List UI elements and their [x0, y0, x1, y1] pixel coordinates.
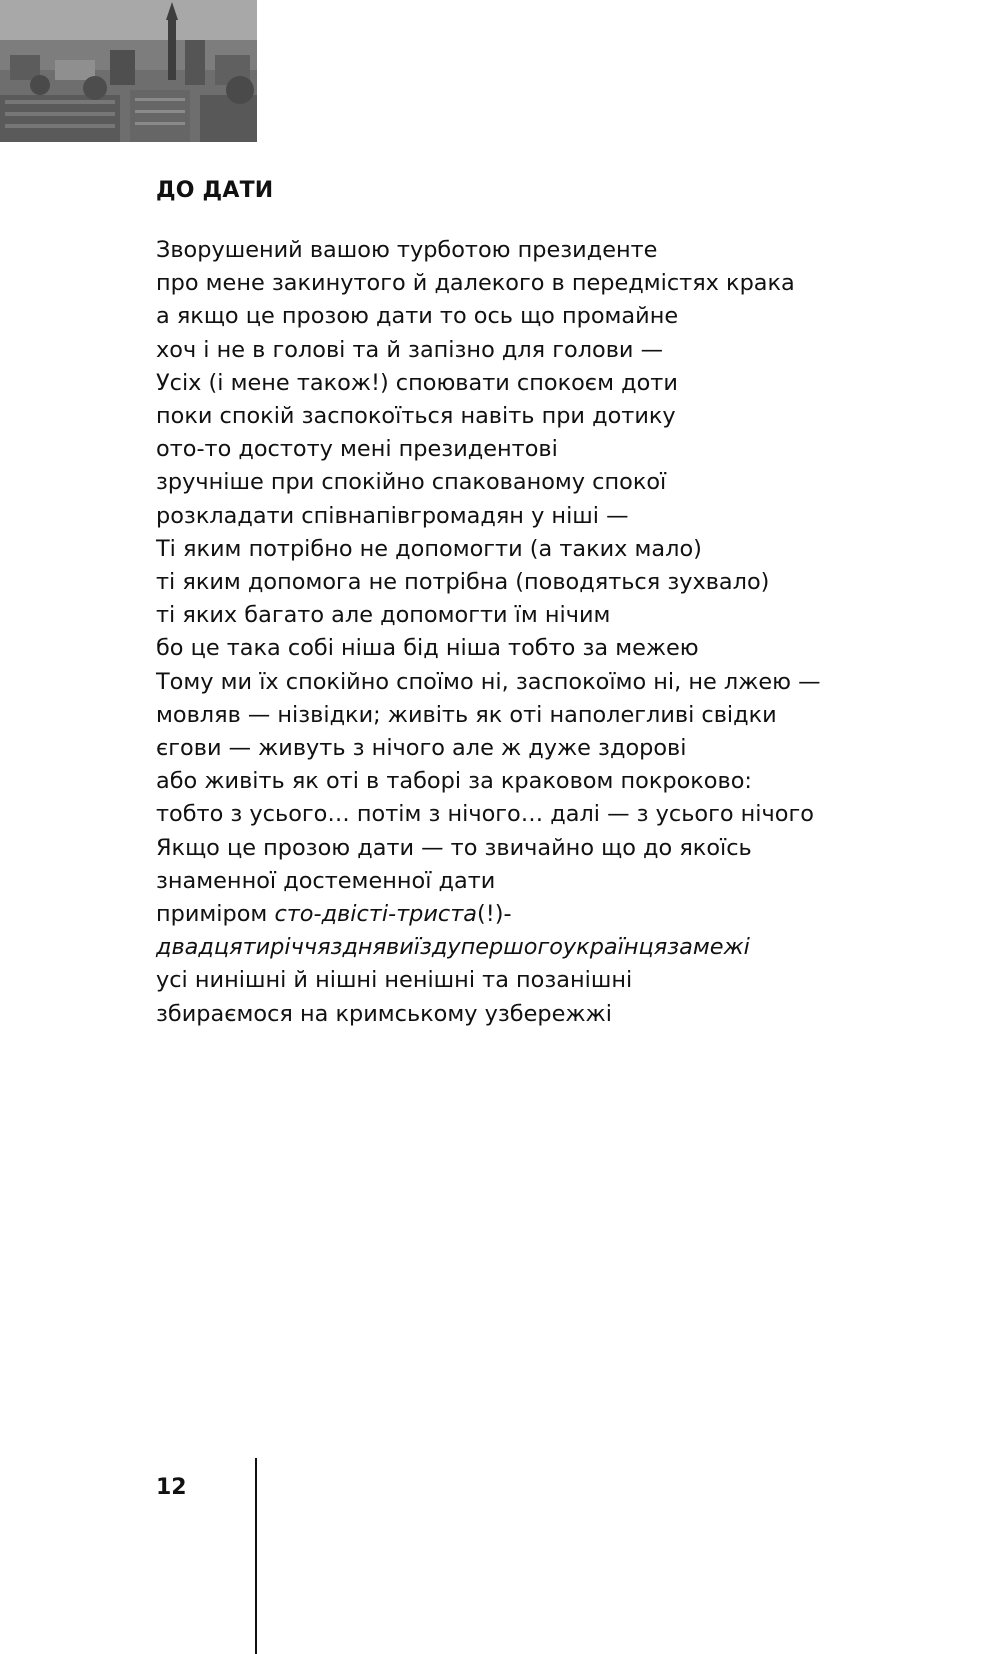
- poem-line: [156, 466, 856, 499]
- poem-line: [156, 998, 856, 1031]
- poem-body: [156, 234, 856, 1031]
- poem-line-text: збираємося на кримському узбережжі: [156, 1000, 612, 1027]
- poem-line-text: а якщо це прозою дати то ось що промайне: [156, 303, 679, 330]
- page-number: 12: [156, 1475, 187, 1500]
- poem-line: [156, 898, 856, 931]
- poem-line: [156, 234, 856, 267]
- poem-line: [156, 632, 856, 665]
- poem-line: [156, 367, 856, 400]
- poem-line: [156, 334, 856, 367]
- poem-line-text: тобто з усього… потім з нічого… далі — з усього нічого: [156, 801, 814, 828]
- poem-line-text: Ті яким потрібно не допомогти (а таких мало): [156, 535, 702, 562]
- poem-line-text: бо це така собі ніша бід ніша тобто за межею: [156, 635, 699, 662]
- poem-line-text: або живіть як оті в таборі за краковом покроково:: [156, 768, 752, 795]
- poem-line: [156, 666, 856, 699]
- poem-line: [156, 267, 856, 300]
- poem-line-text: Зворушений вашою турботою президенте: [156, 237, 658, 263]
- poem-line-italic-text: сто-двісті-триста: [274, 901, 478, 928]
- poem-line: [156, 433, 856, 466]
- poem-line: [156, 931, 856, 964]
- poem-line-text: мовляв — нізвідки; живіть як оті наполегливі свідки: [156, 701, 777, 728]
- poem-line-text: поки спокій заспокоїться навіть при дотику: [156, 403, 676, 430]
- poem-line: [156, 765, 856, 798]
- poem-line: [156, 500, 856, 533]
- poem-line-text: єгови — живуть з нічого але ж дуже здорові: [156, 735, 687, 762]
- poem-line: [156, 865, 856, 898]
- vertical-divider: [255, 1458, 257, 1654]
- poem-line-text: приміром: [156, 901, 275, 928]
- poem-line: [156, 533, 856, 566]
- poem-line-text: про мене закинутого й далекого в передмістях крака: [156, 270, 795, 297]
- poem-line-italic-text: двадцятиріччязднявиїздупершогоукраїнцязамежі: [156, 934, 750, 961]
- city-skyline-photo: [0, 0, 257, 142]
- poem-line-text: Тому ми їх спокійно споїмо ні, заспокоїмо ні, не лжею —: [156, 668, 821, 695]
- poem-line-text: ті яким допомога не потрібна (поводяться зухвало): [156, 569, 770, 596]
- poem-line: [156, 599, 856, 632]
- poem-line: [156, 300, 856, 333]
- poem-line: [156, 964, 856, 997]
- poem-line: [156, 699, 856, 732]
- poem-line-text: Якщо це прозою дати — то звичайно що до якоїсь: [156, 834, 752, 861]
- poem-line-text: розкладати співнапівгромадян у ніші —: [156, 502, 629, 529]
- poem-line-text: Усіх (і мене також!) споювати спокоєм доти: [156, 369, 678, 396]
- poem-line: [156, 798, 856, 831]
- poem-line-text: зручніше при спокійно спакованому спокої: [156, 469, 667, 496]
- poem-line: [156, 832, 856, 865]
- poem-line: [156, 732, 856, 765]
- poem-line-text: (!)-: [477, 901, 512, 928]
- poem-line-text: знаменної достеменної дати: [156, 867, 496, 894]
- poem-line-text: хоч і не в голові та й запізно для голови —: [156, 336, 663, 363]
- poem-line-text: ті яких багато але допомогти їм нічим: [156, 602, 611, 629]
- poem-line-text: ото-то достоту мені президентові: [156, 436, 558, 463]
- poem-line-text: усі нинішні й нішні ненішні та позанішні: [156, 967, 633, 994]
- poem-line: [156, 400, 856, 433]
- poem-line: [156, 566, 856, 599]
- poem-title: ДО ДАТИ: [156, 178, 274, 203]
